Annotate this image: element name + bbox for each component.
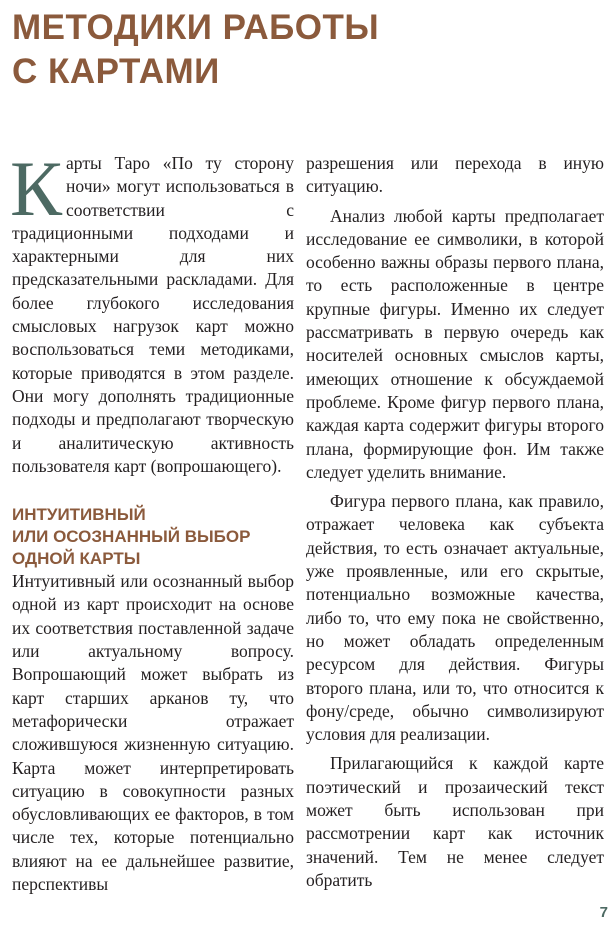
body-paragraph-2: Фигура первого плана, как правило, отражает человека как субъекта действия, то есть означает актуальные, уже проявленные, или его скрытые, потенциально возможные качества, либо то, что ему пока не свойственно, но может обладать определенным ресурсом для действия. Фигуры второго плана, или то, что относится к фону/среде, обычно символизируют условия для реализации. xyxy=(306,491,604,745)
intro-paragraph xyxy=(10,145,294,478)
section-subheading xyxy=(12,504,294,570)
title-line-2: С КАРТАМИ xyxy=(12,52,220,91)
body-paragraph-3: Прилагающийся к каждой карте поэтический и прозаический текст может быть использован при рассмотрении карт как источник значений. Тем не менее следует обратить xyxy=(306,753,604,890)
subheading-line-1: ИНТУИТИВНЫЙ xyxy=(12,505,146,525)
subheading-line-2: ИЛИ ОСОЗНАННЫЙ ВЫБОР xyxy=(12,527,251,547)
title-line-1: МЕТОДИКИ РАБОТЫ xyxy=(12,8,380,47)
intro-text: арты Таро «По ту сторону ночи» могут использоваться в соответствии с традиционными подходами и характерными для них предсказательными раскладами. Для более глубокого исследования смысловых нагрузок карт можно воспользоваться теми методиками, которые приводятся в этом разделе. Они могу дополнять традиционные подходы и предполагают творческую и аналитическую активность пользователя карт (вопрошающего). xyxy=(12,153,294,476)
continuation-paragraph: разрешения или перехода в иную ситуацию. xyxy=(306,153,604,197)
right-column xyxy=(306,152,604,892)
page-title xyxy=(12,6,379,94)
subheading-line-3: ОДНОЙ КАРТЫ xyxy=(12,549,141,569)
page-number: 7 xyxy=(599,904,608,921)
section-paragraph: Интуитивный или осознанный выбор одной из карт происходит на основе их соответствия поставленной задаче или актуальному вопросу. Вопрошающий может выбрать из карт старших арканов ту, что метафорически отражает сложившуюся жизненную ситуацию. Карта может интерпретировать ситуацию в совокупности разных обусловливающих ее факторов, в том числе тех, которые потенциально влияют на ее дальнейшее развитие, перспективы xyxy=(12,571,294,895)
drop-cap: К xyxy=(10,145,63,232)
left-column xyxy=(10,145,294,896)
body-paragraph-1: Анализ любой карты предполагает исследование ее символики, в которой особенно важны образы первого плана, то есть расположенные в центре крупные фигуры. Именно их следует рассматривать в первую очередь как носителей основных смыслов карты, имеющих отношение к обсуждаемой проблеме. Кроме фигур первого плана, каждая карта содержит фигуры второго плана, формирующие фон. Им также следует уделить внимание. xyxy=(306,205,604,482)
